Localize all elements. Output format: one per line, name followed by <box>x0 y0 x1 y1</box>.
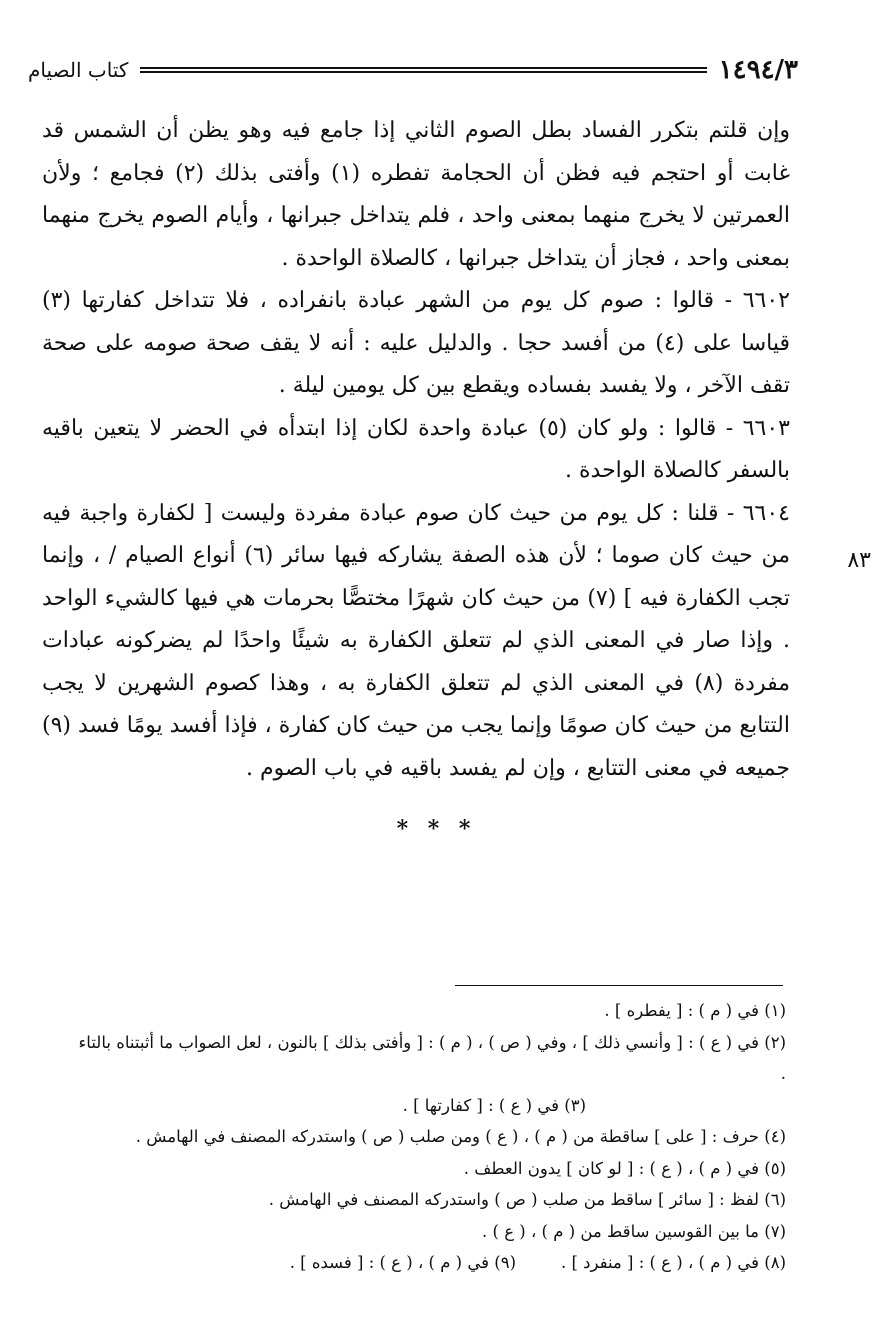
footnote-6: (٦) لفظ : [ سائر ] ساقط من صلب ( ص ) واستدركه المصنف في الهامش . <box>268 1190 786 1209</box>
header-double-rule <box>140 66 706 74</box>
footnote-2: (٢) في ( ع ) : [ وأنسي ذلك ] ، وفي ( ص ) ، ( م ) : [ وأفتى بذلك ] بالنون ، لعل الصواب ما أثبتناه بالتاء . <box>78 1032 786 1083</box>
paragraph-6604: ٦٦٠٤ - قلنا : كل يوم من حيث كان صوم عبادة مفردة وليست [ لكفارة واجبة فيه من حيث كان صوما ؛ لأن هذه الصفة يشاركه فيها سائر (٦) أنواع الصيام / ، وإنما تجب الكفارة فيه ] (٧) من حيث كان شهرًا مختصًّا بحرمات هي فيها كالشيء الواحد . وإذا صار في المعنى الذي لم تتعلق الكفارة به شيئًا واحدًا لم يضركونه عبادات مفردة (٨) في المعنى الذي لم تتعلق الكفارة به ، وهذا كصوم الشهرين لا يجب التتابع من حيث كان صومًا وإنما يجب من حيث كان كفارة ، فإذا أفسد يومًا فسد (٩) جميعه في معنى التتابع ، وإن لم يفسد باقيه في باب الصوم . <box>42 500 791 781</box>
footnote-row-8-9 <box>70 1247 786 1279</box>
footnote-5: (٥) في ( م ) ، ( ع ) : [ لو كان ] يدون العطف . <box>463 1158 786 1178</box>
footnote-1: (١) في ( م ) : [ يفطره ] . <box>604 1001 786 1020</box>
paragraph-6602: ٦٦٠٢ - قالوا : صوم كل يوم من الشهر عبادة بانفراده ، فلا تتداخل كفارتها (٣) قياسا على (٤) من أفسد حجا . والدليل عليه : أنه لا يقف صحة صومه على صحة تقف الآخر ، ولا يفسد بفساده ويقطع بين كل يومين ليلة . <box>42 288 790 398</box>
footnote-8: (٨) في ( م ) ، ( ع ) : [ منفرد ] . <box>560 1253 786 1272</box>
footnote-3: (٣) في ( ع ) : [ كفارتها ] . <box>402 1095 586 1115</box>
paragraph-intro: وإن قلتم بتكرر الفساد بطل الصوم الثاني إذا جامع فيه وهو يظن أن الشمس قد غابت أو احتجم فيه فظن أن الحجامة تفطره (١) وأفتى بذلك (٢) فجامع ؛ ولأن العمرتين لا يخرج منهما بمعنى واحد ، فلم يتداخل جبرانها ، وأيام الصوم يخرج منهما بمعنى واحد ، فجاز أن يتداخل جبرانها ، كالصلاة الواحدة . <box>42 118 790 271</box>
page-header <box>28 50 798 90</box>
footnote-4: (٤) حرف : [ على ] ساقطة من ( م ) ، ( ع ) ومن صلب ( ص ) واستدركه المصنف في الهامش . <box>135 1127 786 1146</box>
footnotes <box>70 995 786 1279</box>
paragraph-6603: ٦٦٠٣ - قالوا : ولو كان (٥) عبادة واحدة لكان إذا ابتدأه في الحضر لا يتعين باقيه بالسفر كالصلاة الواحدة . <box>42 415 790 483</box>
page-number: ١٤٩٤/٣ <box>718 55 798 85</box>
footnote-rule <box>455 985 783 986</box>
footnote-7: (٧) ما بين القوسين ساقط من ( م ) ، ( ع ) . <box>482 1221 786 1241</box>
main-text <box>42 110 790 790</box>
book-title: كتاب الصيام <box>28 58 129 82</box>
margin-page-marker: ٨٣ <box>847 548 871 573</box>
footnote-9: (٩) في ( م ) ، ( ع ) : [ فسده ] . <box>289 1253 516 1272</box>
section-separator: * * * <box>396 816 477 842</box>
